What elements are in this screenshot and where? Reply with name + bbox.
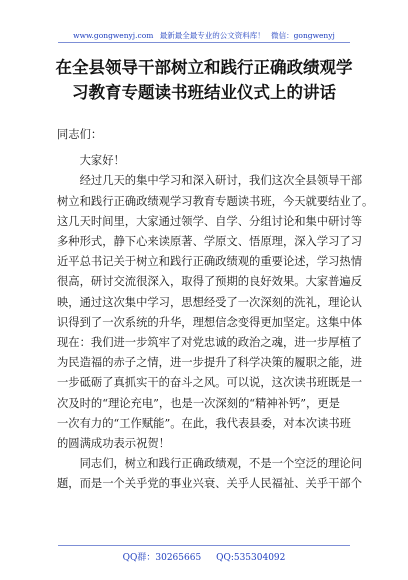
body-line: 现在：我们进一步筑牢了对党忠诚的政治之魂，进一步厚植了 bbox=[57, 336, 363, 350]
body-line: 多种形式，静下心来读原著、学原文、悟原理，深入学习了习 bbox=[57, 235, 363, 249]
title-line-2: 习教育专题读书班结业仪式上的讲话 bbox=[72, 83, 336, 102]
header-site-link[interactable]: www.gongwenyj.com bbox=[73, 31, 154, 40]
body-line: 很高，研讨交流很深入，取得了预期的良好效果。大家普遍反 bbox=[57, 275, 363, 289]
body-line: 大家好！ bbox=[57, 154, 125, 168]
header-wechat: 微信：gongwenyj bbox=[271, 31, 335, 40]
body-line: 识得到了一次系统的升华，理想信念变得更加坚定。这集中体 bbox=[57, 315, 363, 329]
document-title bbox=[48, 55, 360, 105]
body-line: 的圆满成功表示祝贺！ bbox=[57, 437, 170, 451]
body-line: 经过几天的集中学习和深入研讨，我们这次全县领导干部 bbox=[57, 174, 363, 188]
footer-divider bbox=[58, 545, 350, 546]
header-bar bbox=[0, 30, 408, 41]
body-line: 题，而是一个关乎党的事业兴衰、关乎人民福祉、关乎干部个 bbox=[57, 477, 363, 491]
body-line: 近平总书记关于树立和践行正确政绩观的重要论述，学习热情 bbox=[57, 255, 363, 269]
footer-qq-group: QQ群：30265665 bbox=[122, 553, 202, 563]
body-line: 这几天时间里，大家通过领学、自学、分组讨论和集中研讨等 bbox=[57, 214, 363, 228]
body-line: 树立和践行正确政绩观学习教育专题读书班，今天就要结业了。 bbox=[57, 194, 374, 208]
body-line: 同志们，树立和践行正确政绩观，不是一个空泛的理论问 bbox=[57, 457, 363, 471]
body-line: 一步砥砺了真抓实干的奋斗之风。可以说，这次读书班既是一 bbox=[57, 376, 363, 390]
body-line: 次及时的“理论充电”，也是一次深刻的“精神补钙”，更是 bbox=[57, 396, 340, 410]
footer-bar bbox=[0, 550, 408, 563]
body-line: 为民造福的赤子之情，进一步提升了科学决策的履职之能，进 bbox=[57, 356, 363, 370]
salutation: 同志们： bbox=[57, 128, 103, 141]
footer-qq: QQ:535304092 bbox=[216, 553, 286, 563]
header-divider bbox=[58, 42, 350, 43]
body-line: 一次有力的“工作赋能”。在此，我代表县委，对本次读书班 bbox=[57, 416, 351, 430]
header-slogan: 最新最全最专业的公文资料库！ bbox=[159, 31, 265, 40]
body-line: 映，通过这次集中学习，思想经受了一次深刻的洗礼，理论认 bbox=[57, 295, 363, 309]
document-body bbox=[57, 125, 374, 495]
title-line-1: 在全县领导干部树立和践行正确政绩观学 bbox=[55, 58, 353, 77]
